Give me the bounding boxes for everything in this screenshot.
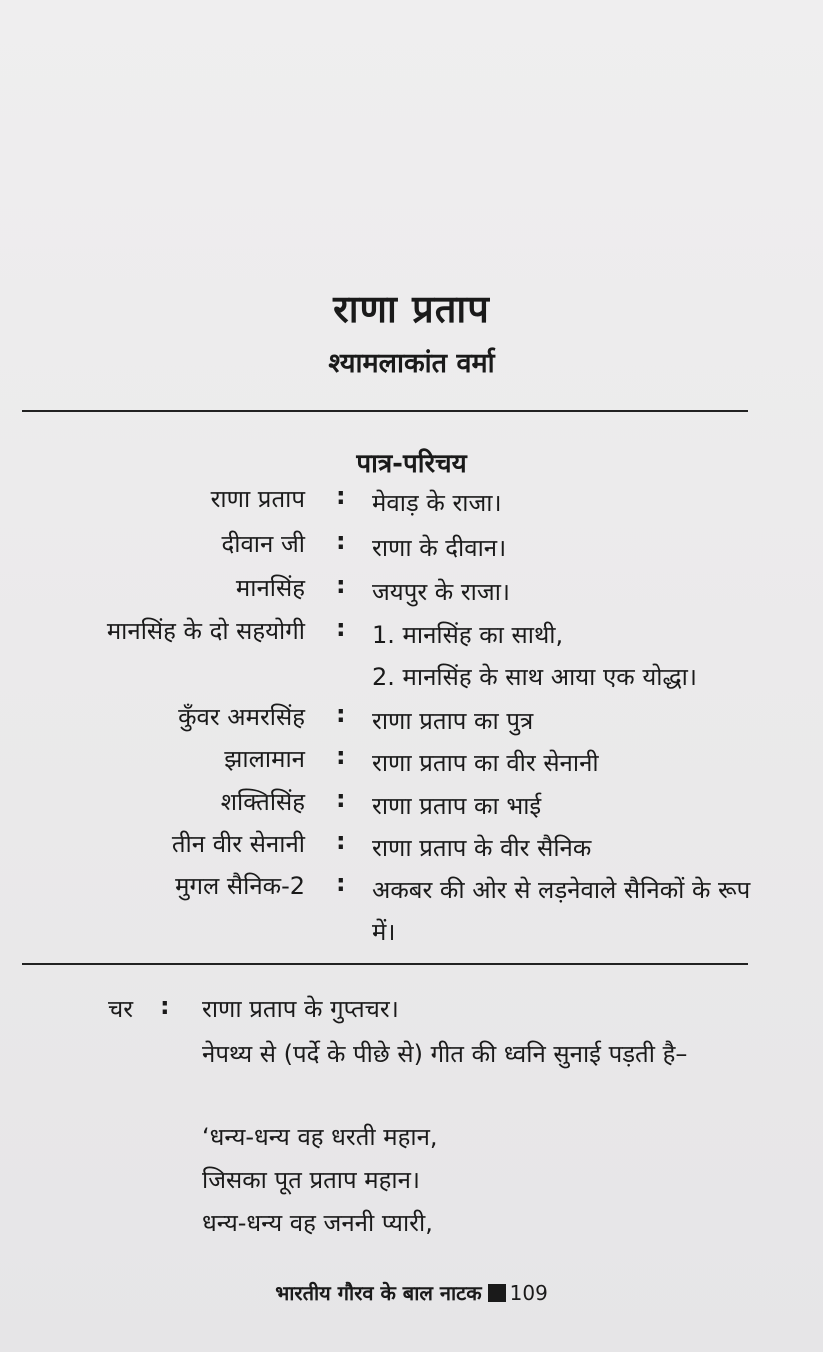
cast-row [0, 527, 823, 567]
cast-description-line: 2. मानसिंह के साथ आया एक योद्धा। [372, 663, 697, 691]
dialog-speaker: चर [108, 995, 134, 1023]
cast-role: दीवान जी [221, 530, 305, 558]
cast-separator: : [336, 742, 346, 770]
song-line: ‘धन्य-धन्य वह धरती महान, [202, 1123, 438, 1151]
top-divider [22, 410, 748, 412]
cast-description: राणा प्रताप का वीर सेनानी [372, 749, 599, 777]
stage-direction: नेपथ्य से (पर्दे के पीछे से) गीत की ध्वनि सुनाई पड़ती है– [202, 1040, 688, 1068]
cast-row [0, 482, 823, 522]
cast-separator: : [336, 482, 346, 510]
cast-description: राणा के दीवान। [372, 534, 507, 562]
cast-description: मेवाड़ के राजा। [372, 489, 502, 517]
cast-description: राणा प्रताप का पुत्र [372, 707, 534, 735]
cast-row [0, 785, 823, 825]
cast-role: मानसिंह [235, 574, 305, 602]
cast-row [0, 571, 823, 611]
author-name: श्यामलाकांत वर्मा [328, 348, 495, 379]
page-number: 109 [509, 1281, 548, 1305]
cast-role: मानसिंह के दो सहयोगी [106, 617, 305, 645]
cast-row [0, 742, 823, 782]
cast-description: राणा प्रताप के वीर सैनिक [372, 834, 592, 862]
cast-role: कुँवर अमरसिंह [178, 703, 305, 731]
cast-description: राणा प्रताप का भाई [372, 792, 542, 820]
cast-row [0, 827, 823, 867]
cast-role: तीन वीर सेनानी [171, 830, 305, 858]
page-title: राणा प्रताप [333, 287, 490, 331]
dialog-line: राणा प्रताप के गुप्तचर। [202, 995, 399, 1023]
song-line: जिसका पूत प्रताप महान। [202, 1166, 421, 1194]
cast-separator: : [336, 700, 346, 728]
cast-separator: : [336, 827, 346, 855]
footer-book-title: भारतीय गौरव के बाल नाटक [275, 1281, 482, 1305]
square-bullet-icon [488, 1284, 506, 1302]
cast-role: मुगल सैनिक-2 [175, 872, 305, 900]
cast-separator: : [336, 571, 346, 599]
bottom-divider [22, 963, 748, 965]
cast-separator: : [336, 869, 346, 897]
cast-role: झालामान [224, 745, 305, 773]
cast-description: जयपुर के राजा। [372, 578, 511, 606]
cast-separator: : [336, 614, 346, 642]
cast-role: राणा प्रताप [210, 485, 305, 513]
cast-role: शक्तिसिंह [220, 788, 305, 816]
song-line: धन्य-धन्य वह जननी प्यारी, [202, 1209, 433, 1237]
cast-row [0, 700, 823, 740]
cast-separator: : [336, 527, 346, 555]
cast-row [0, 614, 823, 698]
cast-description [372, 614, 762, 698]
cast-row [0, 869, 823, 953]
page-footer [0, 1279, 823, 1306]
cast-description: अकबर की ओर से लड़नेवाले सैनिकों के रूप में। [372, 876, 751, 946]
cast-description-line: 1. मानसिंह का साथी, [372, 621, 564, 649]
cast-separator: : [336, 785, 346, 813]
cast-heading: पात्र-परिचय [356, 449, 467, 479]
dialog-separator: : [160, 992, 170, 1020]
